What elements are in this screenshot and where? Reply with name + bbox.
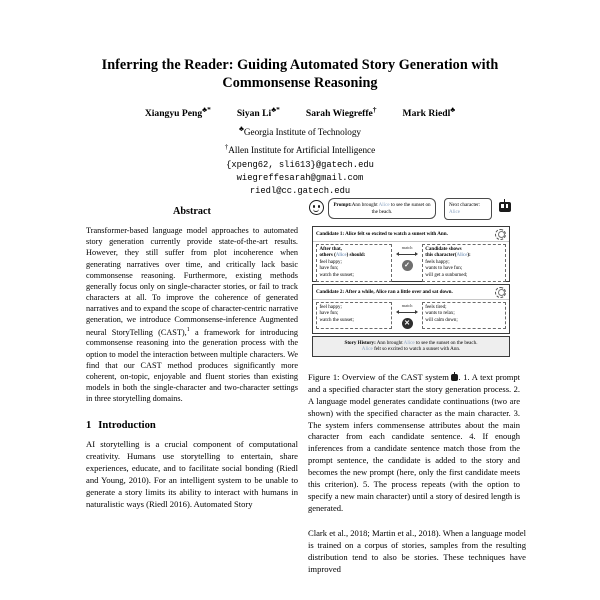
next-character-box [444, 198, 492, 220]
inference-item: feels tired; [425, 304, 447, 310]
arrow-bar [399, 254, 415, 256]
candidate-body [313, 300, 509, 330]
affiliation-mark: † [224, 142, 229, 151]
candidate-panel [312, 226, 510, 282]
story-history-line-2 [317, 346, 505, 353]
cast-robot-icon [451, 374, 458, 381]
author-marks: ♣* [202, 105, 211, 115]
affiliation-name: Georgia Institute of Technology [243, 126, 362, 137]
prompt-label: Prompt: [333, 202, 352, 208]
affiliation-line [60, 124, 540, 139]
email-line: riedl@cc.gatech.edu [249, 185, 351, 196]
inference-lead-a: Candidate shows [425, 246, 462, 252]
match-success-icon: ✓ [402, 260, 413, 271]
affiliation-mark: ♣ [238, 123, 244, 133]
email-line: {xpeng62, sli613}@gatech.edu [226, 159, 374, 170]
arrow-bar [399, 312, 415, 314]
smile-icon [313, 208, 319, 212]
inference-item: feel happy; [319, 259, 342, 265]
section-title: Introduction [98, 419, 156, 431]
inference-node-icon [495, 229, 506, 240]
author-entry [237, 105, 280, 119]
figure-caption [308, 372, 520, 515]
author-name: Sarah Wiegreffe [305, 108, 373, 120]
abstract-body [86, 225, 298, 405]
inference-item: will get a sunburned; [425, 272, 468, 278]
author-marks: ♣* [271, 105, 280, 115]
affiliation-name: Allen Institute for Artificial Intelligence [228, 144, 376, 155]
author-marks: ♣ [450, 105, 456, 115]
robot-eye-icon [501, 204, 504, 207]
inference-item: watch the sunset; [319, 317, 354, 323]
abstract-text-part2: a framework for introducing commonsense reasoning into the generation process with the option to model the interaction between multiple characters. We find that our CAST method produces significantly more coherent, on-topic, enjoyable and fluent stories than existing models in both the single-character and two-character settings in three storytelling domains. [86, 327, 299, 404]
author-name: Xiangyu Peng [144, 108, 203, 120]
prompt-bubble [328, 198, 436, 219]
inference-item: have fun; [319, 266, 339, 271]
inference-lead-b-text: this character( [425, 253, 457, 258]
next-character-value: Alice [449, 209, 461, 216]
story-history-text-b: to see the sunset on the beach. [414, 339, 478, 346]
arrow-right-tip-icon [415, 310, 418, 314]
match-label: match [401, 303, 413, 308]
prompt-character: Alice [378, 202, 390, 208]
robot-icon [498, 199, 512, 214]
inference-lead-c: ): [467, 253, 471, 258]
inference-lead-b-text: others ( [319, 253, 336, 258]
introduction-paragraph: AI storytelling is a crucial component of computational creativity. Humans use storytelling to entertain, share experiences, educate, and to facilitate social bonding (Riedl and Young, 2010). For an intelligent system to be unable to generate a story limits its ability to interact with humans in naturalistic ways (Riedl 2016). Automated Story [86, 438, 298, 509]
inference-item: have fun; [319, 311, 339, 316]
prompt-text-1: Ann brought [351, 202, 379, 208]
story-history-character: Alice [361, 346, 373, 353]
inference-character: Alice [335, 253, 347, 258]
affiliation-line [60, 143, 540, 157]
abstract-heading: Abstract [173, 206, 211, 217]
author-name: Siyan Li [236, 108, 272, 120]
author-name: Mark Riedl [402, 108, 451, 120]
author-entry [145, 105, 211, 119]
robot-eye-icon [506, 204, 509, 207]
inference-item: feels happy; [425, 259, 450, 265]
match-connector [394, 302, 419, 329]
next-character-label: Next character: [449, 202, 481, 208]
related-work-paragraph: Clark et al., 2018; Martin et al., 2018). When a language model is trained on a corpus of stories, samples from the resulting distribution tend to also be stories. These techniques have improved [308, 527, 526, 574]
abstract-text-part1: Transformer-based language model approaches to automated story generation currently provide state-of-the-art results. However, they still suffer from plot incoherence when generating narratives over time, and critically lack basic commonsense reasoning. Furthermore, existing methods generally focus only on single-character stories, or fail to track characters at all. To improve the coherence of generated narratives and to expand the scope of character-centric narrative generation, we introduce Commonsense-inference Augmented neural StoryTelling (CAST), [86, 226, 298, 337]
candidate-header [313, 227, 509, 242]
match-failure-icon: ✕ [402, 318, 413, 329]
candidate-header-text: Candidate 1: Alice felt so excited to watch a sunset with Ann. [316, 231, 448, 237]
inference-character: Alice [456, 253, 468, 258]
footnote-marker: 1 [186, 325, 190, 333]
section-number: 1 [86, 419, 92, 431]
section-heading-introduction [86, 420, 298, 431]
story-history-box [312, 336, 510, 357]
match-label: match [401, 245, 413, 250]
double-arrow-icon [396, 309, 418, 316]
inference-item: watch the sunset; [319, 272, 354, 278]
figure-caption-part1: Figure 1: Overview of the CAST system [308, 372, 449, 382]
candidate-panel [312, 284, 510, 334]
title-block [60, 56, 540, 198]
candidate-inference-box [422, 302, 506, 329]
left-column [86, 206, 298, 510]
inference-lead-a: After that, [319, 246, 342, 252]
double-arrow-icon [396, 251, 418, 258]
story-history-text-a: Ann brought [375, 339, 404, 346]
email-line: wiegreffesarah@gmail.com [236, 172, 364, 183]
candidate-inference-box [422, 244, 506, 282]
inference-item: wants to have fun; [425, 266, 463, 271]
match-connector [394, 244, 419, 282]
arrow-right-tip-icon [415, 252, 418, 256]
inference-item: wants to relax; [425, 311, 455, 316]
inference-item: will calm down; [425, 317, 458, 323]
prompt-text-2: to see the sunset on the beach. [371, 202, 431, 215]
prompt-inference-box [316, 244, 392, 282]
candidate-header-text: Candidate 2: After a while, Alice ran a little over and sat down. [316, 289, 453, 295]
inference-item: feel happy; [319, 304, 342, 310]
author-marks: † [372, 105, 377, 115]
person-face-icon [309, 200, 324, 215]
figure-1-diagram [308, 196, 520, 364]
inference-lead-c: ) should: [346, 253, 366, 258]
page-title: Inferring the Reader: Guiding Automated Story Generation with Commonsense Reasoning [101, 57, 499, 92]
candidate-body [313, 242, 509, 283]
candidate-header [313, 285, 509, 300]
right-column [308, 196, 526, 575]
author-list [60, 105, 540, 119]
prompt-inference-box [316, 302, 392, 329]
story-history-text-c: felt so excited to watch a sunset with Ann. [372, 346, 461, 353]
inference-node-icon [495, 287, 506, 298]
story-history-label: Story History: [344, 339, 376, 346]
author-entry [306, 105, 377, 119]
figure-caption-part2: . 1. A text prompt and a specified character start the story generation process. 2. A language model generates candidate continuations (two are shown) with the specified character as the main character. 3. The system infers commensense attributes about the main character from each candidate sentence. 4. If enough inferences from a candidate sentence match those from the prompt sentence, the candidate is added to the story and becomes the new prompt (here, only the first candidate meets this criterion). 5. The process repeats (with the option to specify a new main character) until a story of desired length is generated. [308, 372, 521, 513]
email-block [60, 159, 540, 198]
author-entry [403, 105, 456, 119]
story-history-character: Alice [403, 339, 415, 346]
